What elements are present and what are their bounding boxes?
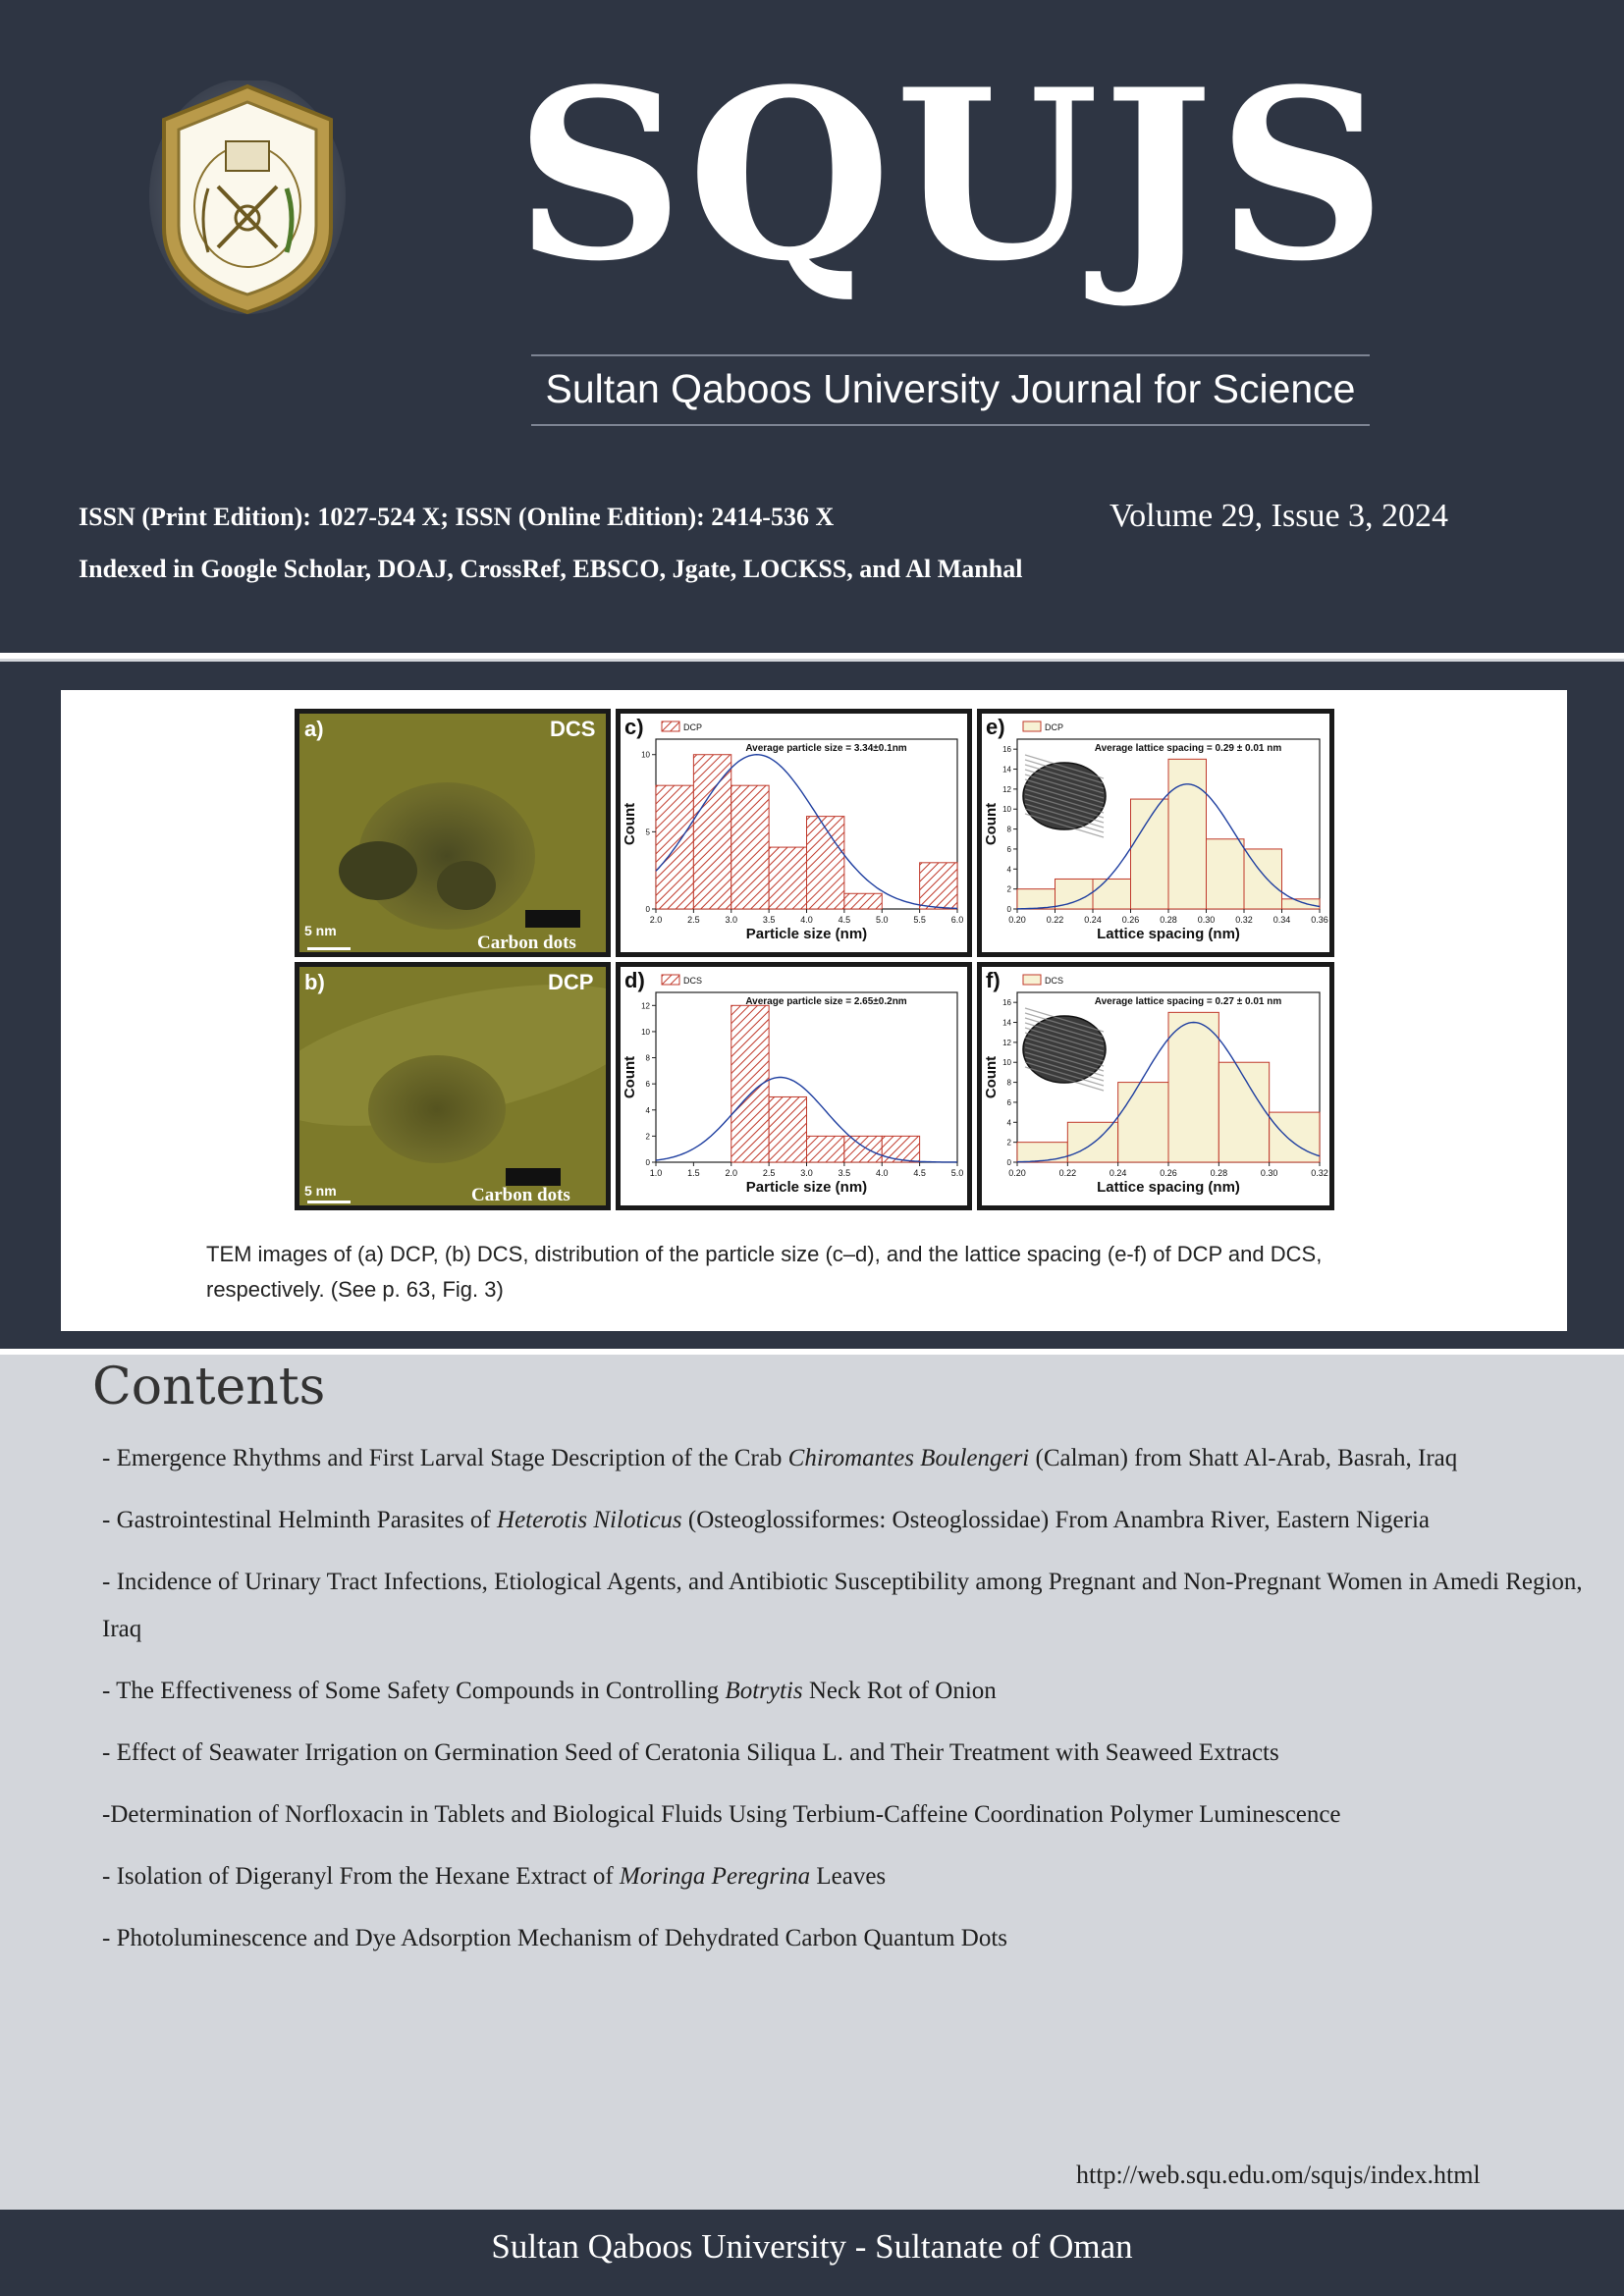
lattice-inset-image [1023, 1008, 1106, 1091]
x-tick-label: 3.5 [762, 915, 776, 925]
histogram-d [621, 967, 967, 1205]
y-tick-label: 16 [1002, 998, 1011, 1008]
y-tick-label: 4 [1006, 865, 1011, 875]
average-annotation: Average particle size = 3.34±0.1nm [745, 743, 907, 754]
histogram-bar [769, 847, 806, 909]
header-divider [0, 653, 1624, 659]
x-tick-label: 0.34 [1272, 915, 1291, 925]
x-tick-label: 3.5 [838, 1168, 851, 1178]
scale-label-b: 5 nm [304, 1183, 337, 1199]
figure-caption: TEM images of (a) DCP, (b) DCS, distribution of the particle size (c–d), and the lattice spacing (e-f) of DCP and DCS, respectively. (See p. 63, Fig. 3) [206, 1242, 1323, 1302]
y-tick-label: 12 [1002, 1038, 1011, 1047]
y-tick-label: 10 [1002, 805, 1011, 815]
x-tick-label: 0.24 [1109, 1168, 1127, 1178]
y-axis-label: Count [983, 1055, 1000, 1099]
histogram-bar [1270, 1112, 1320, 1162]
y-tick-label: 8 [1006, 1078, 1011, 1088]
histogram-bar [1118, 1083, 1168, 1162]
y-axis-label: Count [622, 802, 638, 846]
scale-label-a: 5 nm [304, 923, 337, 938]
y-tick-label: 10 [641, 1027, 650, 1037]
panel-label-d: d) [624, 968, 645, 992]
contents-item: - Emergence Rhythms and First Larval Stage Description of the Crab Chiromantes Boulengeri (Calman) from Shatt Al-Arab, Basrah, Iraq [102, 1445, 1458, 1471]
y-tick-label: 14 [1002, 765, 1011, 774]
legend-label: DCS [1045, 976, 1064, 986]
y-tick-label: 2 [1006, 1138, 1011, 1148]
x-tick-label: 5.5 [913, 915, 926, 925]
contents-item: - Incidence of Urinary Tract Infections, Etiological Agents, and Antibiotic Susceptibility among Pregnant and Non-Pregnant Women in Amedi Region, Iraq [102, 1569, 1583, 1642]
y-tick-label: 8 [1006, 825, 1011, 834]
x-tick-label: 0.22 [1046, 915, 1064, 925]
histogram-bar [807, 817, 844, 909]
histogram-bar [1093, 879, 1131, 909]
histogram-bar [920, 863, 957, 909]
contents-item: - Gastrointestinal Helminth Parasites of Heterotis Niloticus (Osteoglossiformes: Osteoglossidae) From Anambra River, Eastern Nigeria [102, 1507, 1431, 1533]
panel-label-b: b) [304, 970, 325, 994]
tem-particle [339, 841, 417, 900]
x-tick-label: 0.28 [1160, 915, 1177, 925]
histogram-e [982, 714, 1329, 952]
x-tick-label: 2.5 [687, 915, 700, 925]
y-tick-label: 0 [1006, 905, 1011, 914]
histogram-bar [1131, 799, 1169, 909]
y-tick-label: 4 [1006, 1118, 1011, 1128]
subtitle-top-rule [531, 354, 1370, 356]
journal-masthead-title: SQUJS [514, 39, 1390, 313]
histogram-bar [844, 1136, 882, 1162]
histogram-bar [1067, 1122, 1117, 1162]
journal-url-link[interactable]: http://web.squ.edu.om/squjs/index.html [1076, 2161, 1481, 2189]
x-axis-label: Particle size (nm) [745, 1179, 868, 1196]
contents-item: - Effect of Seawater Irrigation on Germination Seed of Ceratonia Siliqua L. and Their Treatment with Seaweed Extracts [102, 1739, 1279, 1766]
histogram-bar [844, 893, 882, 909]
histogram-bar [769, 1096, 806, 1162]
histogram-bar [882, 1136, 919, 1162]
scale-bar [307, 1201, 351, 1203]
x-tick-label: 3.0 [725, 915, 738, 925]
x-tick-label: 2.0 [725, 1168, 738, 1178]
y-tick-label: 5 [645, 828, 650, 837]
average-annotation: Average lattice spacing = 0.29 ± 0.01 nm [1094, 743, 1282, 754]
histogram-bar [1017, 1143, 1067, 1162]
university-emblem-logo [149, 80, 346, 316]
issn-line: ISSN (Print Edition): 1027-524 X; ISSN (Online Edition): 2414-536 X [79, 503, 835, 531]
x-tick-label: 0.22 [1058, 1168, 1077, 1178]
y-tick-label: 0 [1006, 1158, 1011, 1167]
journal-subtitle: Sultan Qaboos University Journal for Science [545, 366, 1356, 411]
histogram-bar [1056, 879, 1094, 909]
y-tick-label: 10 [641, 750, 650, 760]
panel-label-f: f) [986, 968, 1001, 992]
y-tick-label: 6 [1006, 1097, 1011, 1107]
y-tick-label: 2 [645, 1132, 650, 1142]
x-tick-label: 2.5 [762, 1168, 776, 1178]
y-tick-label: 4 [645, 1105, 650, 1115]
y-tick-label: 10 [1002, 1058, 1011, 1068]
panel-label-a: a) [304, 717, 324, 741]
histogram-bar [807, 1136, 844, 1162]
volume-issue: Volume 29, Issue 3, 2024 [1110, 498, 1449, 534]
histogram-bar [1282, 899, 1321, 909]
panel-tag-a: DCS [550, 717, 596, 741]
scale-marker [525, 910, 580, 928]
average-annotation: Average particle size = 2.65±0.2nm [745, 996, 907, 1007]
contents-item: - The Effectiveness of Some Safety Compounds in Controlling Botrytis Neck Rot of Onion [102, 1678, 997, 1704]
x-tick-label: 0.26 [1160, 1168, 1177, 1178]
x-tick-label: 0.26 [1121, 915, 1140, 925]
x-tick-label: 3.0 [800, 1168, 813, 1178]
legend-swatch [1023, 721, 1041, 731]
histogram-bar [1207, 839, 1245, 909]
contents-item: - Isolation of Digeranyl From the Hexane Extract of Moringa Peregrina Leaves [102, 1863, 887, 1890]
contents-item: -Determination of Norfloxacin in Tablets and Biological Fluids Using Terbium-Caffeine Coordination Polymer Luminescence [102, 1801, 1341, 1828]
x-tick-label: 0.30 [1260, 1168, 1278, 1178]
x-tick-label: 5.0 [875, 915, 889, 925]
x-tick-label: 0.30 [1197, 915, 1216, 925]
x-axis-label: Lattice spacing (nm) [1097, 926, 1240, 942]
contents-heading: Contents [92, 1358, 326, 1416]
histogram-panel-e [977, 709, 1334, 957]
histogram-f [982, 967, 1329, 1205]
scale-marker [506, 1168, 561, 1186]
x-axis-label: Lattice spacing (nm) [1097, 1179, 1240, 1196]
x-tick-label: 4.0 [875, 1168, 889, 1178]
y-tick-label: 6 [645, 1080, 650, 1090]
footer-text: Sultan Qaboos University - Sultanate of Oman [491, 2227, 1133, 2266]
average-annotation: Average lattice spacing = 0.27 ± 0.01 nm [1094, 996, 1282, 1007]
x-tick-label: 4.5 [913, 1168, 926, 1178]
x-tick-label: 5.0 [950, 1168, 964, 1178]
x-tick-label: 0.36 [1311, 915, 1328, 925]
tem-particle [437, 861, 496, 910]
panel-label-c: c) [624, 715, 644, 739]
carbon-dots-label-a: Carbon dots [477, 933, 576, 953]
legend-label: DCS [683, 976, 703, 986]
y-tick-label: 2 [1006, 884, 1011, 894]
x-tick-label: 4.5 [838, 915, 851, 925]
histogram-bar [731, 785, 769, 909]
x-tick-label: 0.20 [1008, 915, 1026, 925]
histogram-bar [693, 755, 731, 909]
tem-image-panel-b [295, 962, 611, 1210]
y-tick-label: 0 [645, 905, 650, 914]
x-tick-label: 4.0 [800, 915, 813, 925]
x-tick-label: 0.20 [1008, 1168, 1026, 1178]
histogram-c [621, 714, 967, 952]
histogram-panel-c [616, 709, 972, 957]
legend-swatch [1023, 975, 1041, 985]
y-axis-label: Count [983, 802, 1000, 846]
y-axis-label: Count [622, 1055, 638, 1099]
y-tick-label: 14 [1002, 1018, 1011, 1028]
lattice-inset-image [1023, 755, 1106, 837]
x-tick-label: 0.32 [1311, 1168, 1328, 1178]
indexing-line: Indexed in Google Scholar, DOAJ, CrossRef, EBSCO, Jgate, LOCKSS, and Al Manhal [79, 555, 1023, 583]
histogram-panel-d [616, 962, 972, 1210]
panel-label-e: e) [986, 715, 1005, 739]
subtitle-bottom-rule [531, 424, 1370, 426]
legend-label: DCP [683, 722, 703, 732]
y-tick-label: 12 [641, 1001, 650, 1011]
tem-image-panel-a [295, 709, 611, 957]
y-tick-label: 16 [1002, 745, 1011, 755]
x-tick-label: 0.28 [1210, 1168, 1228, 1178]
legend-swatch [662, 975, 679, 985]
histogram-bar [1168, 759, 1207, 909]
histogram-bar [1017, 889, 1056, 909]
contents-list [102, 1435, 1595, 1977]
x-tick-label: 0.24 [1084, 915, 1102, 925]
legend-label: DCP [1045, 722, 1064, 732]
panel-tag-b: DCP [548, 970, 594, 994]
histogram-bar [1168, 1012, 1218, 1162]
x-tick-label: 1.0 [649, 1168, 663, 1178]
x-tick-label: 2.0 [649, 915, 663, 925]
carbon-dots-label-b: Carbon dots [471, 1185, 570, 1205]
x-tick-label: 6.0 [950, 915, 964, 925]
y-tick-label: 0 [645, 1158, 650, 1167]
y-tick-label: 8 [645, 1053, 650, 1063]
y-tick-label: 12 [1002, 784, 1011, 794]
legend-swatch [662, 721, 679, 731]
x-tick-label: 0.32 [1235, 915, 1253, 925]
x-tick-label: 1.5 [687, 1168, 700, 1178]
histogram-bar [1244, 849, 1282, 909]
contents-item: - Photoluminescence and Dye Adsorption Mechanism of Dehydrated Carbon Quantum Dots [102, 1925, 1008, 1951]
tem-dark-region [368, 1055, 506, 1163]
histogram-panel-f [977, 962, 1334, 1210]
x-axis-label: Particle size (nm) [745, 926, 868, 942]
scale-bar [307, 947, 351, 950]
y-tick-label: 6 [1006, 844, 1011, 854]
